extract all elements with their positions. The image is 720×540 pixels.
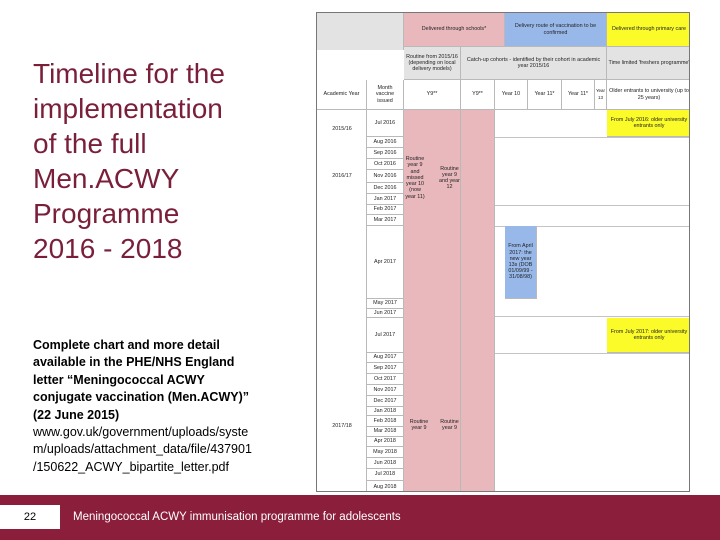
routine-y9-text: Routine year 9 and year 12 xyxy=(439,165,460,191)
from-july-2017: From July 2017: older university entrants only xyxy=(607,318,690,353)
month-row: Oct 2016 xyxy=(367,159,404,170)
reference-note-text: Complete chart and more detail available in the PHE/NHS England letter “Meningococcal ACWY conjugate vaccination (Men.ACWY)” (22 June 2015) xyxy=(33,338,249,422)
month-row: Aug 2018 xyxy=(367,481,404,492)
timeline-table xyxy=(316,12,690,492)
header-catch-up: Catch-up cohorts - identified by their cohort in academic year 2015/16 xyxy=(461,47,607,80)
col-y9-b: Y9** xyxy=(461,80,495,110)
page-number: 22 xyxy=(0,505,60,529)
col-older-entrants: Older entrants to university (up to 25 years) xyxy=(607,80,690,110)
from-april-2017: From April 2017: the new year 13s (DOB 01/09/99 - 31/08/98) xyxy=(505,226,537,299)
pink-column-b xyxy=(461,110,495,492)
header-primary-care: Delivered through primary care xyxy=(607,13,690,47)
month-row: Feb 2018 xyxy=(367,416,404,427)
col-y9-a: Y9** xyxy=(404,80,461,110)
month-row: Jul 2017 xyxy=(367,318,404,353)
academic-year-2017-18: 2017/18 xyxy=(332,422,352,429)
month-row: Mar 2017 xyxy=(367,215,404,226)
routine-2018-a: Routine year 9 xyxy=(409,418,429,431)
blank-corner xyxy=(317,13,404,50)
month-row: Sep 2017 xyxy=(367,363,404,374)
month-row: Dec 2017 xyxy=(367,396,404,407)
month-row: Jan 2018 xyxy=(367,407,404,416)
month-row: Mar 2018 xyxy=(367,427,404,437)
col-year13: Year 13 xyxy=(595,80,607,110)
month-row: Jun 2017 xyxy=(367,309,404,318)
month-row: Apr 2017 xyxy=(367,226,404,299)
month-row: Oct 2017 xyxy=(367,374,404,385)
col-year10: Year 10 xyxy=(495,80,528,110)
page-title: Timeline for the implementation of the full Men.ACWY Programme 2016 - 2018 xyxy=(33,58,225,264)
month-row: Feb 2017 xyxy=(367,205,404,215)
month-row: Jan 2017 xyxy=(367,194,404,205)
footer-text: Meningococcal ACWY immunisation programme for adolescents xyxy=(73,511,401,523)
academic-year-2015-16: 2015/16 xyxy=(332,125,352,132)
header-routine: Routine from 2015/16 (depending on local delivery models) xyxy=(404,47,461,80)
col-year11-b: Year 11* xyxy=(562,80,595,110)
month-row: Jul 2018 xyxy=(367,469,404,481)
footer-bar xyxy=(0,495,720,540)
month-row: Apr 2018 xyxy=(367,437,404,447)
month-row: Jul 2016 xyxy=(367,110,404,137)
reference-url[interactable]: www.gov.uk/government/uploads/syste m/uploads/attachment_data/file/437901 /150622_ACWY_bipartite_letter.pdf xyxy=(33,425,252,474)
routine-2018-b: Routine year 9 xyxy=(440,418,459,431)
header-delivery-route: Delivery route of vaccination to be confirmed xyxy=(505,13,607,47)
month-row: Nov 2017 xyxy=(367,385,404,396)
month-row: Dec 2016 xyxy=(367,183,404,194)
month-row: Jun 2018 xyxy=(367,458,404,469)
reference-note xyxy=(33,337,293,476)
month-row: Sep 2016 xyxy=(367,148,404,159)
col-month: Month vaccine issued xyxy=(367,80,404,110)
month-row: Aug 2016 xyxy=(367,137,404,148)
month-row: May 2017 xyxy=(367,299,404,309)
header-time-limited: Time limited 'freshers programme' xyxy=(607,47,690,80)
month-row: May 2018 xyxy=(367,447,404,458)
routine-y10-text: Routine year 9 and missed year 10 (now year 11) xyxy=(405,156,425,200)
from-july-2016: From July 2016: older university entrants only xyxy=(607,110,690,137)
col-year11-a: Year 11* xyxy=(528,80,562,110)
academic-year-2016-17: 2016/17 xyxy=(332,172,352,179)
col-academic-year: Academic Year xyxy=(317,80,367,110)
month-row: Nov 2016 xyxy=(367,170,404,183)
month-row: Aug 2017 xyxy=(367,353,404,363)
header-delivered-schools: Delivered through schools* xyxy=(404,13,505,47)
